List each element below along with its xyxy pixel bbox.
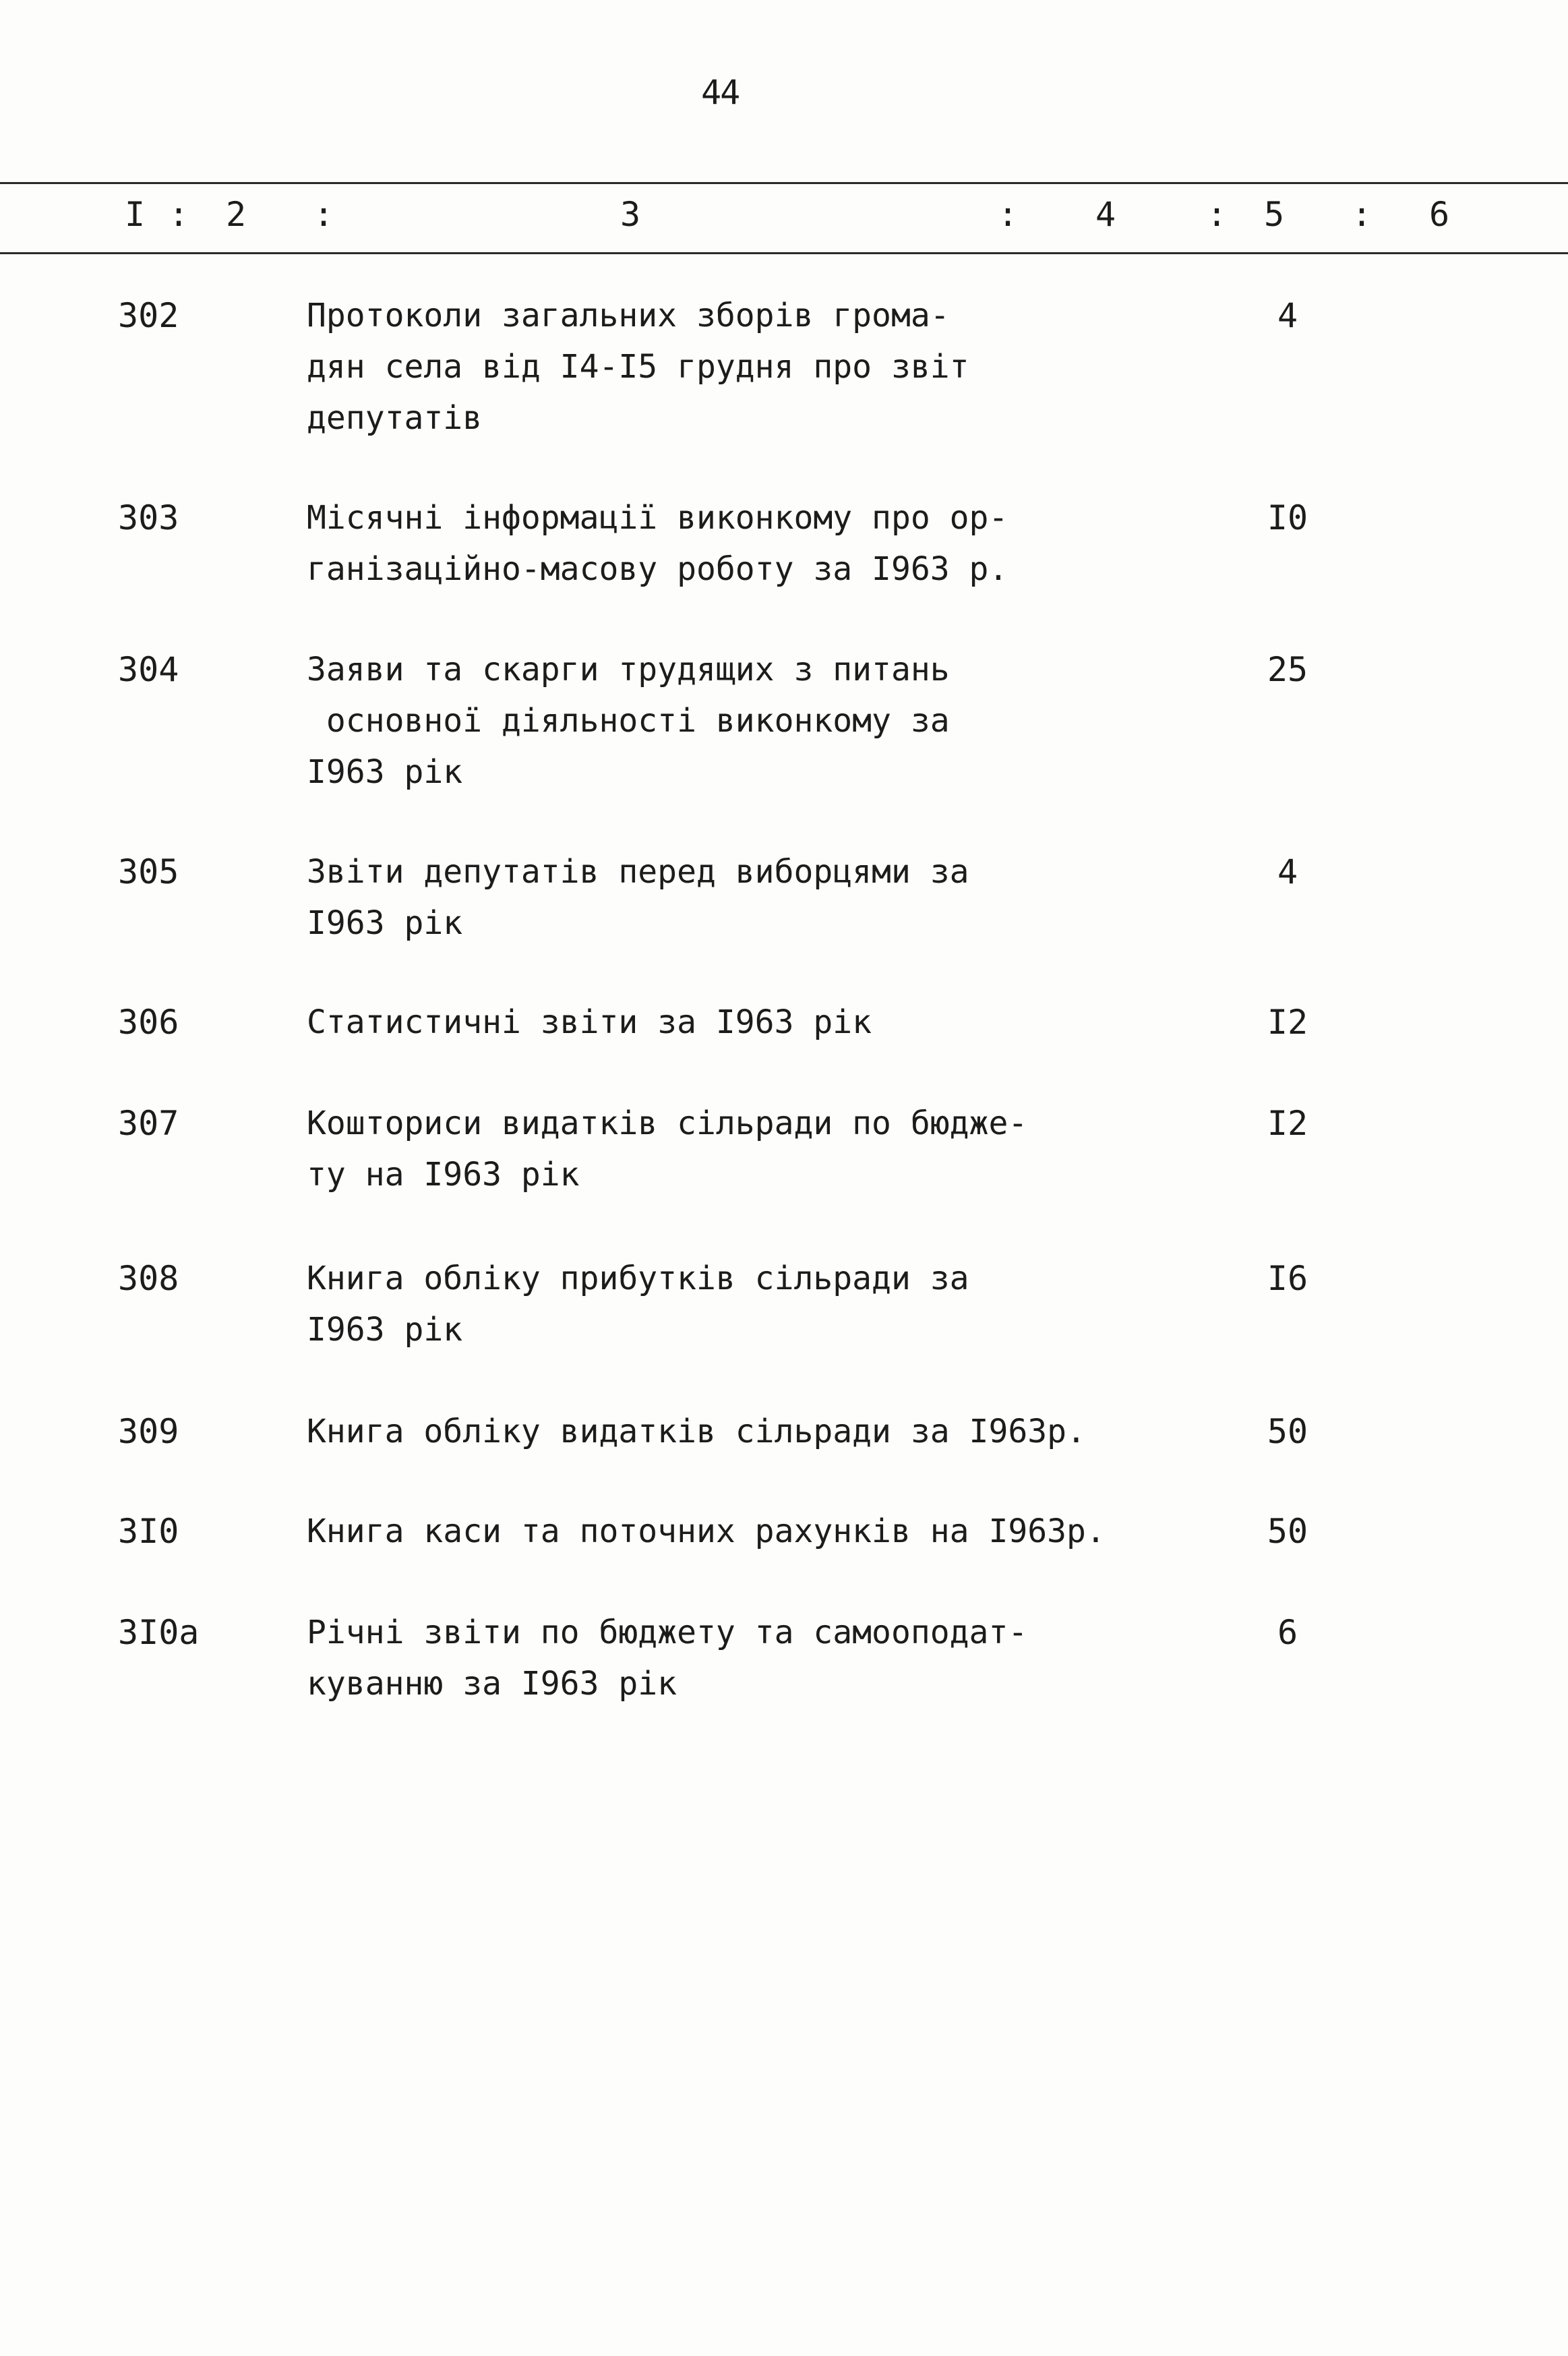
entry-title: Книга обліку видатків сільради за I963р. <box>307 1413 1086 1450</box>
entry-number: 308 <box>118 1259 179 1298</box>
entry-title: Статистичні звіти за I963 рік <box>307 1003 872 1041</box>
entry-sheets: I2 <box>1267 1003 1308 1042</box>
header-separator-1: : <box>169 195 189 234</box>
header-col-2: 2 <box>226 195 247 234</box>
entry-sheets: 6 <box>1277 1613 1298 1652</box>
entry-sheets: 4 <box>1277 296 1298 335</box>
entry-sheets: 50 <box>1267 1512 1308 1551</box>
entry-number: 309 <box>118 1412 179 1451</box>
entry-title: Протоколи загальних зборів грома- дян села від I4-I5 грудня про звіт депутатів <box>307 297 969 437</box>
header-col-5: 5 <box>1264 195 1285 234</box>
entry-number: 3I0а <box>118 1613 200 1652</box>
entry-title: Річні звіти по бюджету та самооподат- куванню за I963 рік <box>307 1614 1028 1703</box>
entry-sheets: 50 <box>1267 1412 1308 1451</box>
entry-sheets: I2 <box>1267 1104 1308 1143</box>
entry-number: 306 <box>118 1003 179 1042</box>
entry-title: Книга обліку прибутків сільради за I963 рік <box>307 1260 969 1349</box>
header-top-rule <box>0 182 1568 184</box>
header-col-4: 4 <box>1095 195 1116 234</box>
header-separator-5: : <box>1352 195 1373 234</box>
entry-title: Книга каси та поточних рахунків на I963р. <box>307 1512 1106 1550</box>
entry-number: 304 <box>118 650 179 689</box>
header-separator-3: : <box>998 195 1019 234</box>
entry-number: 307 <box>118 1104 179 1143</box>
entry-number: 303 <box>118 498 179 537</box>
entry-title: Звіти депутатів перед виборцями за I963 рік <box>307 853 969 942</box>
entry-title: Заяви та скарги трудящих з питань основної діяльності виконкому за I963 рік <box>307 651 950 791</box>
entry-title: Кошториси видатків сільради по бюдже- ту на I963 рік <box>307 1105 1028 1194</box>
entry-number: 305 <box>118 852 179 891</box>
header-separator-2: : <box>313 195 334 234</box>
entry-sheets: 4 <box>1277 852 1298 891</box>
entry-number: 3I0 <box>118 1512 179 1551</box>
entry-title: Місячні інформації виконкому про ор- ганізаційно-масову роботу за I963 р. <box>307 499 1008 588</box>
header-col-6: 6 <box>1429 195 1450 234</box>
header-separator-4: : <box>1207 195 1228 234</box>
page-number: 44 <box>701 73 740 112</box>
entry-sheets: I0 <box>1267 498 1308 537</box>
header-bottom-rule <box>0 252 1568 254</box>
entry-sheets: I6 <box>1267 1259 1308 1298</box>
header-col-3: 3 <box>620 195 641 234</box>
header-col-1: I <box>125 195 146 234</box>
entry-sheets: 25 <box>1267 650 1308 689</box>
entry-number: 302 <box>118 296 179 335</box>
